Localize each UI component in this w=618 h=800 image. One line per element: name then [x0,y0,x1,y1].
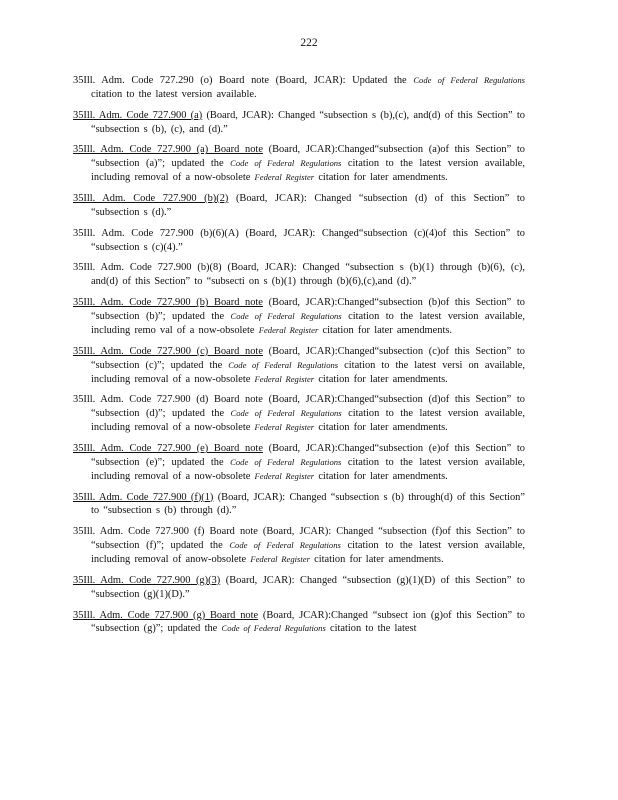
amendment-notes-list [73,74,525,643]
note-text: citation to the latest versi on available, including removal of a now-obsolete [91,359,525,385]
note-text: citation to the latest version available, including removal of a now-obsolete [91,158,525,184]
amendment-note [73,192,525,220]
publication-title: Code of Federal Regulations [413,75,525,85]
note-text: citation for later amendments. [314,373,448,385]
publication-title: Code of Federal Regulations [229,540,341,551]
publication-title: Code of Federal Regulations [230,408,342,419]
page-number: 222 [300,37,318,49]
code-citation: 35Ill. Adm. Code 727.900 (g)(3) [73,574,221,586]
code-citation: 35Ill. Adm. Code 727.900 (c) Board note [73,345,263,357]
code-citation: 35Ill. Adm. Code 727.900 (a) [73,109,203,121]
note-text: citation for later amendments. [318,324,452,336]
publication-title: Code of Federal Regulations [230,456,342,467]
note-text: (Board, JCAR):Changed “subsect ion (g)of this Section” to “subsection (g)”; updated the [91,609,525,635]
note-text: citation for later amendments. [314,422,448,434]
publication-title: Code of Federal Regulations [230,311,342,322]
amendment-note [73,261,525,289]
note-text: (Board, JCAR): Changed “subsection s (b) through(d) of this Section” to “subsection s (b) through (d).” [91,491,525,517]
publication-title: Federal Register [250,554,310,565]
publication-title: Code of Federal Regulations [228,359,339,370]
note-text: (Board, JCAR):Changed“subsection (d)of this Section” to “subsection (d)”; updated the [91,394,525,420]
amendment-note [73,296,525,338]
code-citation: 35Ill. Adm. Code 727.900 (b)(8) [73,262,222,274]
amendment-note [73,491,525,519]
note-text: citation to the latest version available. [91,88,257,100]
code-citation: 35Ill. Adm. Code 727.900 (b)(2) [73,193,229,205]
amendment-note [73,442,525,484]
note-text: citation to the latest version available, including removal of anow-obsolete [91,540,525,566]
note-text: (Board, JCAR): Changed “subsection (d) of this Section” to “subsection s (d).” [91,193,525,218]
note-text: (Board, JCAR): Changed “subsection s (b),(c), and(d) of this Section” to “subsection s (b), (c), and (d).” [91,109,525,135]
amendment-note [73,345,525,387]
note-text: (Board, JCAR):Changed“subsection (a)of this Section” to “subsection (a)”; updated the [91,144,525,170]
publication-title: Federal Register [254,172,315,183]
note-text: citation to the latest version available, including removal of a now-obsolete [91,408,525,434]
note-text: (Board, JCAR): Updated the [269,75,414,86]
publication-title: Federal Register [254,373,315,384]
note-text: citation for later amendments. [314,172,448,184]
note-text: (Board, JCAR):Changed“subsection (b)of this Section” to “subsection (b)”; updated the [91,297,525,323]
amendment-note [73,227,525,255]
amendment-note [73,109,525,137]
note-text: (Board, JCAR): Changed“subsection (c)(4)of this Section” to “subsection s (c)(4).” [91,227,525,253]
publication-title: Federal Register [254,470,315,481]
publication-title: Federal Register [254,422,315,433]
note-text: citation for later amendments. [309,554,444,566]
publication-title: Federal Register [258,324,319,335]
amendment-note [73,609,525,637]
code-citation: 35Ill. Adm. Code 727.900 (a) Board note [73,144,263,156]
note-text: (Board, JCAR): Changed “subsection s (b)(1) through (b)(6), (c), and(d) of this Section” to “subsecti on s (b)(1) through (b)(6),(c),and (d).” [91,262,525,288]
code-citation: 35Ill. Adm. Code 727.900 (g) Board note [73,609,259,621]
note-text: citation to the latest version available, including removal of a now-obsolete [91,456,525,482]
note-text: citation to the latest [325,623,417,635]
amendment-note [73,74,525,102]
amendment-note [73,525,525,567]
code-citation: 35Ill. Adm. Code 727.290 (o) Board note [73,75,269,86]
code-citation: 35Ill. Adm. Code 727.900 (d) Board note [73,394,263,406]
note-text: citation for later amendments. [314,470,448,482]
note-text: (Board, JCAR): Changed “subsection (g)(1)(D) of this Section” to “subsection (g)(1)(D).” [91,574,525,600]
note-text: (Board, JCAR): Changed “subsection (f)of this Section” to “subsection (f)”; updated the [91,526,525,552]
publication-title: Code of Federal Regulations [230,158,342,169]
note-text: citation to the latest version available, including remo val of a now-obsolete [91,311,525,336]
code-citation: 35Ill. Adm. Code 727.900 (e) Board note [73,442,263,454]
publication-title: Code of Federal Regulations [221,623,326,634]
code-citation: 35Ill. Adm. Code 727.900 (f)(1) [73,491,214,503]
code-citation: 35Ill. Adm. Code 727.900 (b) Board note [73,297,263,309]
amendment-note [73,143,525,185]
note-text: (Board, JCAR):Changed“subsection (c)of this Section” to “subsection (c)”; updated the [91,345,525,371]
code-citation: 35Ill. Adm. Code 727.900 (b)(6)(A) [73,227,239,239]
note-text: (Board, JCAR):Changed“subsection (e)of this Section” to “subsection (e)”; updated the [91,442,525,468]
amendment-note [73,574,525,602]
code-citation: 35Ill. Adm. Code 727.900 (f) Board note [73,526,258,538]
amendment-note [73,393,525,435]
